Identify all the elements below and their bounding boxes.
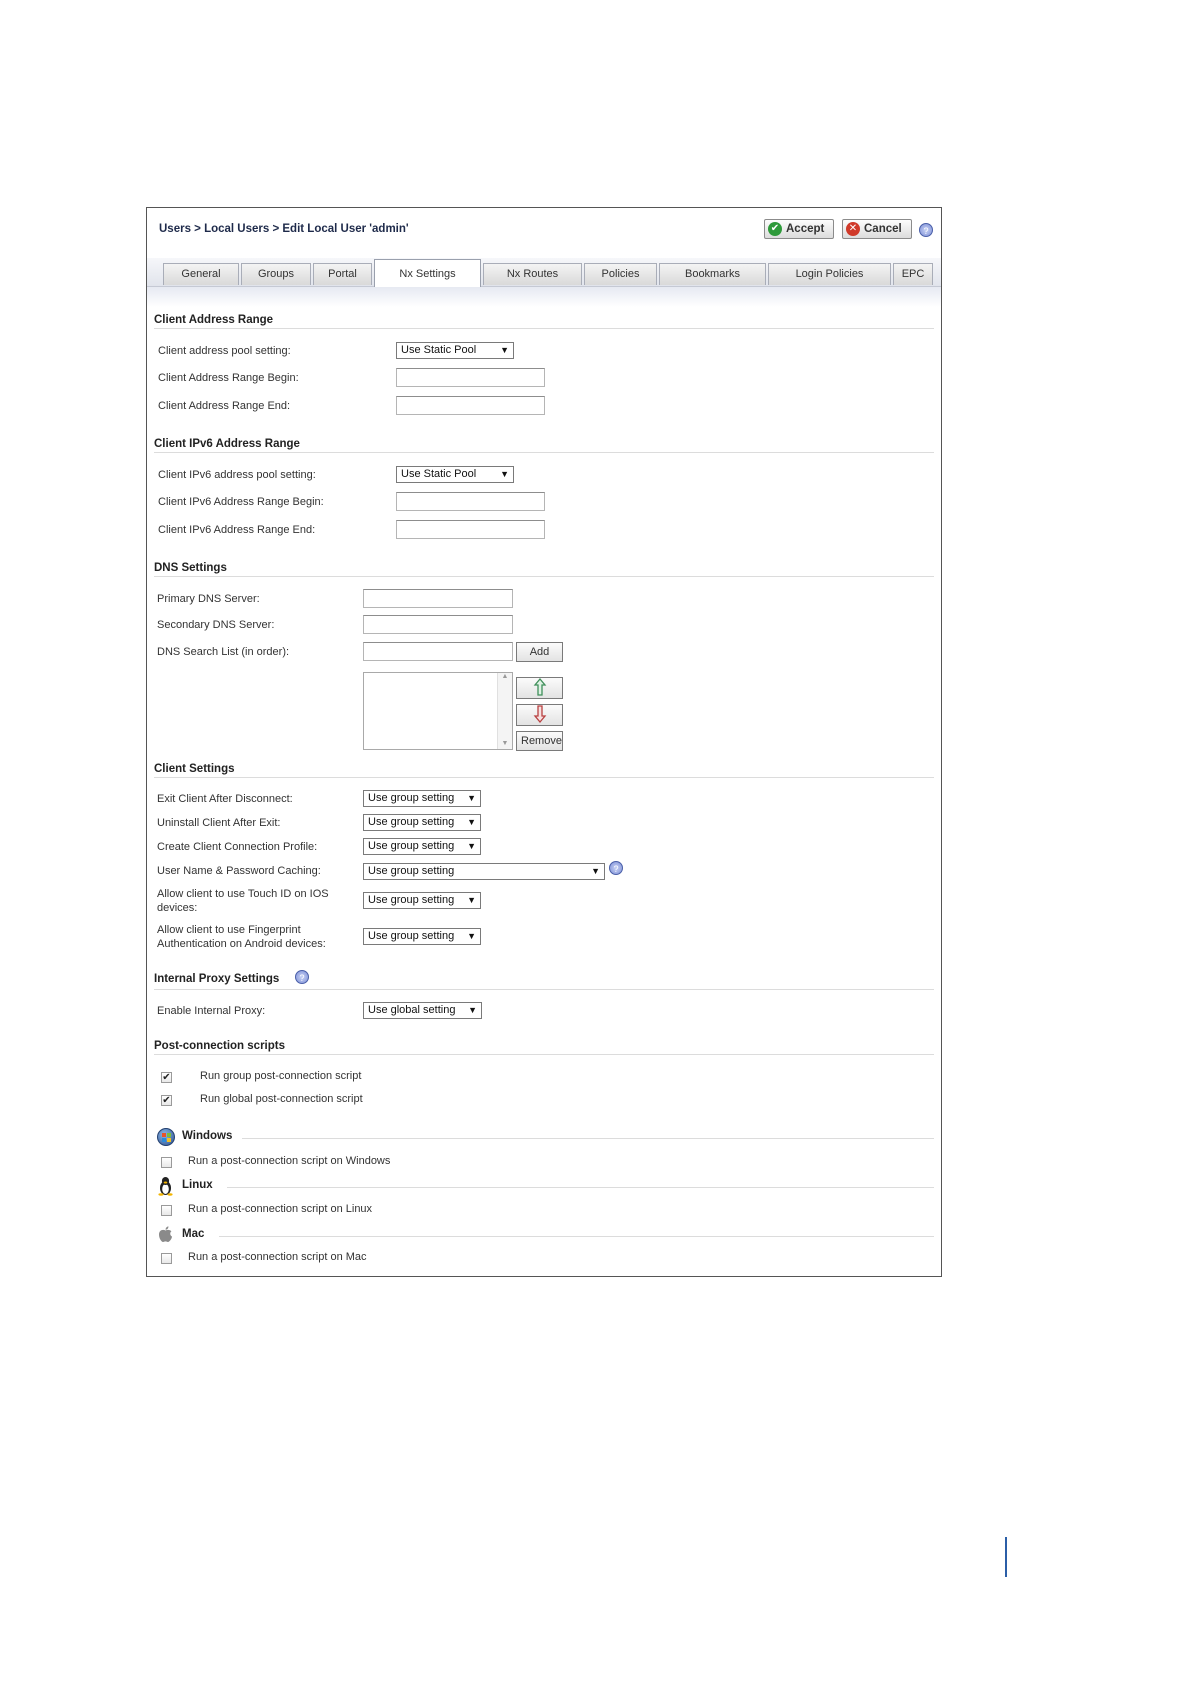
enable-proxy-select[interactable] bbox=[363, 1002, 482, 1019]
mac-heading: Mac bbox=[182, 1228, 205, 1240]
pool-setting-value: Use Static Pool bbox=[401, 344, 477, 356]
section-client-address-range: Client Address Range bbox=[154, 314, 274, 326]
range-end-label: Client Address Range End: bbox=[158, 400, 291, 412]
ipv6-pool-setting-value: Use Static Pool bbox=[401, 468, 477, 480]
connection-profile-select[interactable] bbox=[363, 838, 481, 855]
range-end-input[interactable] bbox=[396, 396, 545, 415]
touch-id-value: Use group setting bbox=[368, 894, 455, 906]
divider bbox=[219, 1236, 934, 1237]
windows-script-label: Run a post-connection script on Windows bbox=[188, 1155, 391, 1167]
dropdown-arrow-icon: ▼ bbox=[467, 817, 476, 827]
password-caching-label: User Name & Password Caching: bbox=[157, 865, 321, 877]
windows-heading: Windows bbox=[182, 1130, 233, 1142]
linux-script-label: Run a post-connection script on Linux bbox=[188, 1203, 373, 1215]
remove-button[interactable]: Remove bbox=[516, 731, 563, 751]
section-dns-settings: DNS Settings bbox=[154, 562, 227, 574]
edit-local-user-panel bbox=[146, 207, 942, 1277]
section-internal-proxy: Internal Proxy Settings bbox=[154, 973, 280, 985]
help-icon[interactable]: ? bbox=[919, 223, 933, 237]
uninstall-client-value: Use group setting bbox=[368, 816, 455, 828]
touch-id-label-line2: devices: bbox=[157, 902, 198, 914]
cancel-label: Cancel bbox=[864, 223, 902, 235]
accept-label: Accept bbox=[786, 223, 825, 235]
dns-search-label: DNS Search List (in order): bbox=[157, 646, 290, 658]
check-icon: ✔ bbox=[768, 222, 782, 236]
move-up-button[interactable] bbox=[516, 677, 563, 699]
section-post-connection-scripts: Post-connection scripts bbox=[154, 1040, 285, 1052]
dropdown-arrow-icon: ▼ bbox=[500, 345, 509, 355]
range-begin-input[interactable] bbox=[396, 368, 545, 387]
fingerprint-value: Use group setting bbox=[368, 930, 455, 942]
dropdown-arrow-icon: ▼ bbox=[468, 1005, 477, 1015]
divider bbox=[242, 1138, 934, 1139]
section-client-settings: Client Settings bbox=[154, 763, 235, 775]
global-script-label: Run global post-connection script bbox=[200, 1093, 363, 1105]
divider bbox=[154, 452, 934, 453]
tab-nx-routes[interactable]: Nx Routes bbox=[483, 263, 582, 285]
primary-dns-label: Primary DNS Server: bbox=[157, 593, 260, 605]
tab-policies[interactable]: Policies bbox=[584, 263, 657, 285]
dropdown-arrow-icon: ▼ bbox=[591, 866, 600, 876]
ipv6-pool-setting-select[interactable] bbox=[396, 466, 514, 483]
arrow-down-icon bbox=[533, 705, 547, 723]
tab-groups[interactable]: Groups bbox=[241, 263, 311, 285]
tab-shade bbox=[147, 287, 941, 307]
tab-bookmarks[interactable]: Bookmarks bbox=[659, 263, 766, 285]
move-down-button[interactable] bbox=[516, 704, 563, 726]
exit-client-label: Exit Client After Disconnect: bbox=[157, 793, 293, 805]
password-caching-select[interactable] bbox=[363, 863, 605, 880]
close-icon: ✕ bbox=[846, 222, 860, 236]
ipv6-range-end-input[interactable] bbox=[396, 520, 545, 539]
windows-icon bbox=[157, 1128, 175, 1146]
range-begin-label: Client Address Range Begin: bbox=[158, 372, 299, 384]
global-script-checkbox[interactable]: ✔ bbox=[162, 1095, 171, 1106]
tab-portal[interactable]: Portal bbox=[313, 263, 372, 285]
uninstall-client-label: Uninstall Client After Exit: bbox=[157, 817, 281, 829]
divider bbox=[154, 989, 934, 990]
tab-login-policies[interactable]: Login Policies bbox=[768, 263, 891, 285]
divider bbox=[154, 328, 934, 329]
help-icon[interactable]: ? bbox=[609, 861, 623, 875]
section-client-ipv6-range: Client IPv6 Address Range bbox=[154, 438, 300, 450]
dns-search-list[interactable] bbox=[363, 672, 513, 750]
exit-client-select[interactable] bbox=[363, 790, 481, 807]
scrollbar[interactable] bbox=[497, 673, 512, 749]
connection-profile-label: Create Client Connection Profile: bbox=[157, 841, 318, 853]
ipv6-range-begin-label: Client IPv6 Address Range Begin: bbox=[158, 496, 324, 508]
group-script-checkbox[interactable]: ✔ bbox=[162, 1072, 171, 1083]
page-margin-bar bbox=[1005, 1537, 1007, 1577]
dropdown-arrow-icon: ▼ bbox=[467, 841, 476, 851]
linux-icon bbox=[158, 1176, 173, 1196]
breadcrumb: Users > Local Users > Edit Local User 'admin' bbox=[159, 223, 409, 235]
dropdown-arrow-icon: ▼ bbox=[467, 931, 476, 941]
tab-epc[interactable]: EPC bbox=[893, 263, 933, 285]
mac-script-checkbox[interactable] bbox=[161, 1253, 172, 1264]
fingerprint-label-line2: Authentication on Android devices: bbox=[157, 938, 326, 950]
dropdown-arrow-icon: ▼ bbox=[500, 469, 509, 479]
password-caching-value: Use group setting bbox=[368, 865, 455, 877]
dropdown-arrow-icon: ▼ bbox=[467, 793, 476, 803]
ipv6-pool-setting-label: Client IPv6 address pool setting: bbox=[158, 469, 316, 481]
secondary-dns-label: Secondary DNS Server: bbox=[157, 619, 275, 631]
accept-button[interactable] bbox=[764, 219, 834, 239]
apple-icon bbox=[158, 1226, 173, 1243]
ipv6-range-begin-input[interactable] bbox=[396, 492, 545, 511]
add-button[interactable]: Add bbox=[516, 642, 563, 662]
exit-client-value: Use group setting bbox=[368, 792, 455, 804]
dns-search-input[interactable] bbox=[363, 642, 513, 661]
enable-proxy-value: Use global setting bbox=[368, 1004, 456, 1016]
connection-profile-value: Use group setting bbox=[368, 840, 455, 852]
pool-setting-select[interactable] bbox=[396, 342, 514, 359]
tab-nx-settings[interactable]: Nx Settings bbox=[374, 259, 481, 287]
enable-proxy-label: Enable Internal Proxy: bbox=[157, 1005, 266, 1017]
secondary-dns-input[interactable] bbox=[363, 615, 513, 634]
linux-heading: Linux bbox=[182, 1179, 213, 1191]
pool-setting-label: Client address pool setting: bbox=[158, 345, 291, 357]
dropdown-arrow-icon: ▼ bbox=[467, 895, 476, 905]
divider bbox=[154, 1054, 934, 1055]
touch-id-label-line1: Allow client to use Touch ID on IOS bbox=[157, 888, 329, 900]
scroll-down-icon: ▼ bbox=[501, 740, 509, 747]
divider bbox=[154, 576, 934, 577]
primary-dns-input[interactable] bbox=[363, 589, 513, 608]
windows-script-checkbox[interactable] bbox=[161, 1157, 172, 1168]
ipv6-range-end-label: Client IPv6 Address Range End: bbox=[158, 524, 316, 536]
linux-script-checkbox[interactable] bbox=[161, 1205, 172, 1216]
touch-id-select[interactable] bbox=[363, 892, 481, 909]
arrow-up-icon bbox=[533, 678, 547, 696]
uninstall-client-select[interactable] bbox=[363, 814, 481, 831]
cancel-button[interactable] bbox=[842, 219, 912, 239]
scroll-up-icon: ▲ bbox=[501, 673, 509, 680]
help-icon[interactable]: ? bbox=[295, 970, 309, 984]
fingerprint-label-line1: Allow client to use Fingerprint bbox=[157, 924, 301, 936]
divider bbox=[154, 777, 934, 778]
group-script-label: Run group post-connection script bbox=[200, 1070, 362, 1082]
tab-bar bbox=[147, 258, 941, 287]
divider bbox=[227, 1187, 934, 1188]
fingerprint-select[interactable] bbox=[363, 928, 481, 945]
mac-script-label: Run a post-connection script on Mac bbox=[188, 1251, 367, 1263]
tab-general[interactable]: General bbox=[163, 263, 239, 285]
